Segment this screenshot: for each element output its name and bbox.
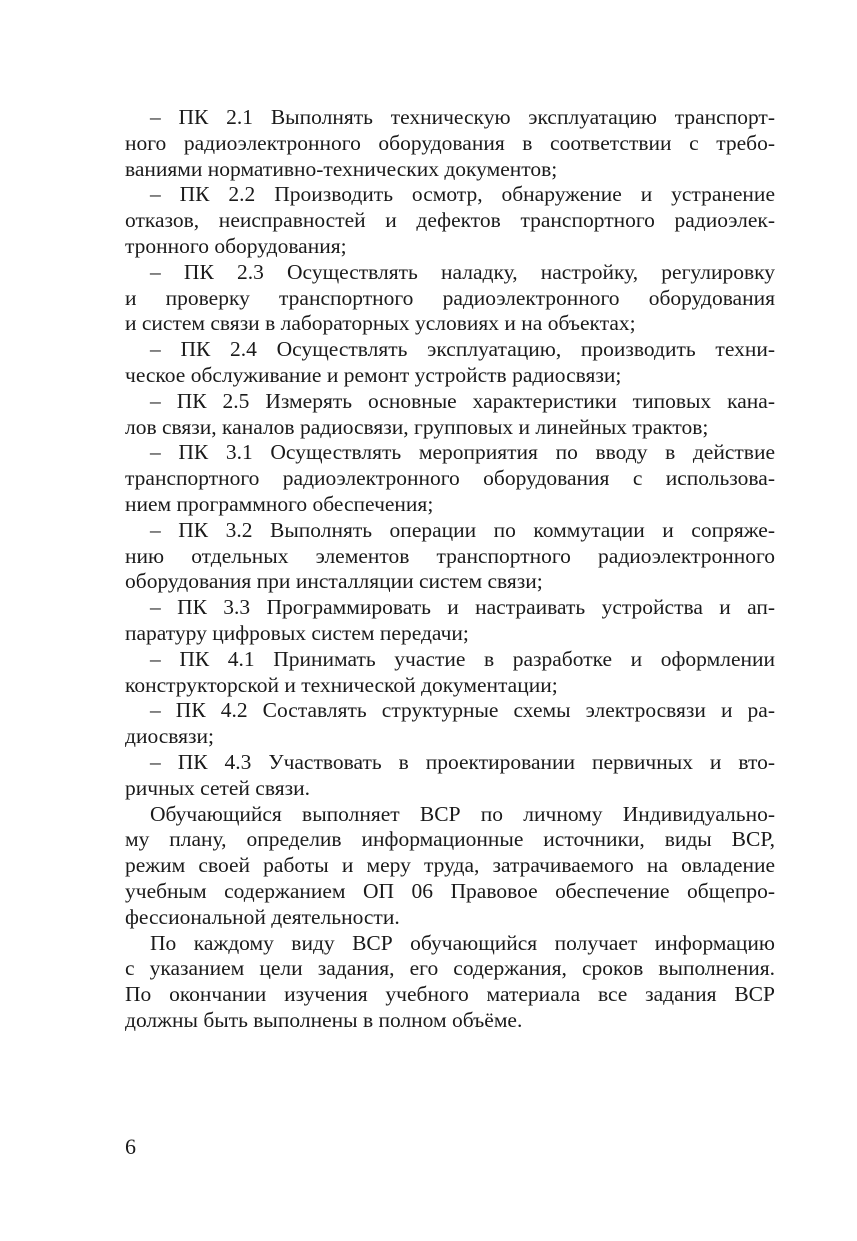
text-line: диосвязи;	[125, 724, 215, 749]
text-line: – ПК 2.4 Осуществлять эксплуатацию, производить техни-	[150, 337, 775, 362]
text-line: – ПК 3.2 Выполнять операции по коммутации и сопряже-	[150, 517, 775, 542]
text-line: фессиональной деятельности.	[125, 904, 400, 929]
text-line: ваниями нормативно-технических документов;	[125, 156, 558, 181]
text-line: По окончании изучения учебного материала все задания ВСР	[125, 982, 775, 1007]
text-line: нием программного обеспечения;	[125, 491, 434, 516]
text-line: и проверку транспортного радиоэлектронного оборудования	[125, 285, 775, 310]
paragraph	[125, 440, 775, 517]
paragraph	[125, 698, 775, 750]
page-number: 6	[125, 1134, 136, 1159]
paragraph	[125, 182, 775, 259]
text-line: ческое обслуживание и ремонт устройств радиосвязи;	[125, 362, 622, 387]
text-line: отказов, неисправностей и дефектов транспортного радиоэлек-	[125, 208, 775, 233]
body-text	[125, 105, 775, 1034]
text-line: – ПК 2.1 Выполнять техническую эксплуатацию транспорт-	[150, 105, 775, 129]
text-line: транспортного радиоэлектронного оборудования с использова-	[125, 466, 775, 491]
text-line: конструкторской и технической документации;	[125, 672, 558, 697]
text-line: лов связи, каналов радиосвязи, групповых и линейных трактов;	[125, 414, 709, 439]
text-line: – ПК 4.1 Принимать участие в разработке и оформлении	[150, 646, 775, 671]
paragraph	[125, 518, 775, 595]
text-line: ричных сетей связи.	[125, 775, 310, 800]
paragraph	[125, 105, 775, 182]
text-line: должны быть выполнены в полном объёме.	[125, 1007, 523, 1032]
paragraph	[125, 595, 775, 647]
text-line: тронного оборудования;	[125, 233, 347, 258]
text-line: – ПК 3.1 Осуществлять мероприятия по вводу в действие	[150, 440, 775, 465]
text-line: с указанием цели задания, его содержания, сроков выполнения.	[125, 956, 775, 981]
text-line: му плану, определив информационные источники, виды ВСР,	[125, 827, 775, 852]
text-line: – ПК 4.2 Составлять структурные схемы электросвязи и ра-	[150, 698, 775, 723]
paragraph	[125, 389, 775, 441]
text-line: – ПК 2.3 Осуществлять наладку, настройку, регулировку	[150, 259, 775, 284]
text-line: ного радиоэлектронного оборудования в соответствии с требо-	[125, 130, 775, 155]
text-line: Обучающийся выполняет ВСР по личному Индивидуально-	[150, 801, 775, 826]
paragraph	[125, 260, 775, 337]
text-line: и систем связи в лабораторных условиях и на объектах;	[125, 311, 636, 336]
paragraph	[125, 802, 775, 931]
text-line: оборудования при инсталляции систем связи;	[125, 569, 543, 594]
text-line: – ПК 2.2 Производить осмотр, обнаружение и устранение	[150, 182, 775, 207]
text-line: – ПК 4.3 Участвовать в проектировании первичных и вто-	[150, 749, 775, 774]
text-line: паратуру цифровых систем передачи;	[125, 620, 469, 645]
text-line: нию отдельных элементов транспортного радиоэлектронного	[125, 543, 775, 568]
paragraph	[125, 337, 775, 389]
paragraph	[125, 647, 775, 699]
text-line: режим своей работы и меру труда, затрачиваемого на овладение	[125, 853, 775, 878]
paragraph	[125, 931, 775, 1034]
paragraph	[125, 750, 775, 802]
text-line: – ПК 3.3 Программировать и настраивать устройства и ап-	[150, 595, 775, 620]
text-line: учебным содержанием ОП 06 Правовое обеспечение общепро-	[125, 878, 775, 903]
text-line: По каждому виду ВСР обучающийся получает информацию	[150, 930, 775, 955]
text-line: – ПК 2.5 Измерять основные характеристики типовых кана-	[150, 388, 775, 413]
